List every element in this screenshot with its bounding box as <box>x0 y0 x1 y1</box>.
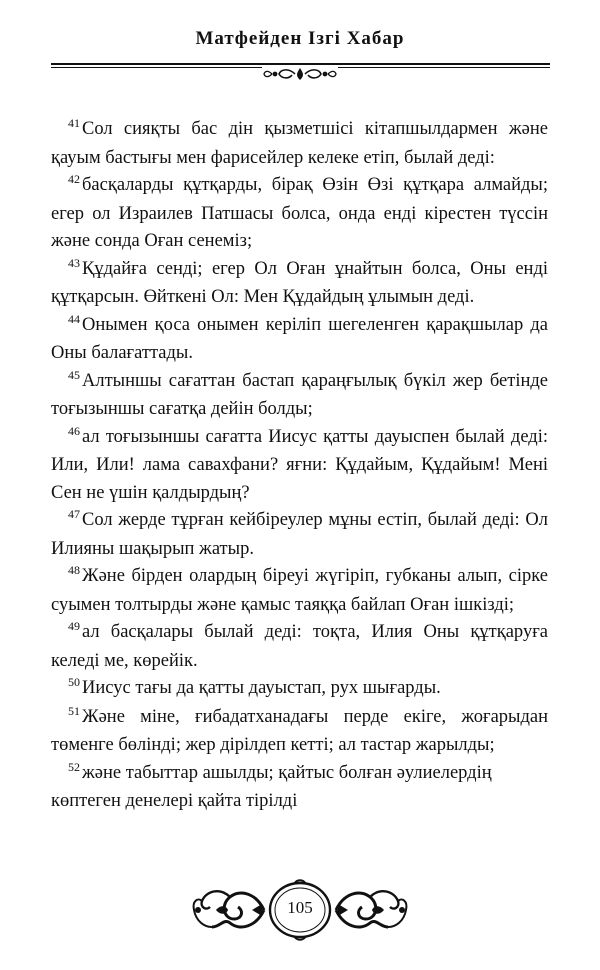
verse-text: Алтыншы сағаттан бастап қараңғылық бүкіл жер бетінде тоғызыншы сағатқа дейін болды; <box>51 370 548 419</box>
verse <box>51 563 548 619</box>
verse <box>51 760 548 816</box>
verse <box>51 312 548 368</box>
scripture-body <box>51 116 548 816</box>
verse <box>51 424 548 508</box>
verse-text: Иисус тағы да қатты дауыстап, рух шығарды. <box>82 678 441 698</box>
verse <box>51 675 548 704</box>
verse-number: 50 <box>68 675 80 689</box>
verse-number: 51 <box>68 703 80 718</box>
verse <box>51 704 548 760</box>
verse-number: 41 <box>68 116 80 130</box>
verse <box>51 368 548 424</box>
verse-number: 42 <box>68 172 80 186</box>
verse-number: 49 <box>68 619 80 633</box>
verse <box>51 619 548 675</box>
verse-text: Және бірден олардың біреуі жүгіріп, губканы алып, сірке суымен толтырды және қамыс таяққа байлап Оған ішкізді; <box>51 566 548 615</box>
verse <box>51 172 548 256</box>
running-header-title: Матфейден Ізгі Хабар <box>195 28 405 49</box>
page-number: 105 <box>287 898 313 917</box>
verse <box>51 116 548 172</box>
verse <box>51 256 548 312</box>
verse-text: Онымен қоса онымен керіліп шегеленген қарақшылар да Оны балағаттады. <box>51 314 548 363</box>
verse-text: Сол жерде тұрған кейбіреулер мұны естіп, былай деді: Ол Илияны шақырып жатыр. <box>51 510 548 559</box>
verse-text: ал тоғызыншы сағатта Иисус қатты дауыспен былай деді: Или, Или! лама савахфани? яғни: Құдайым, Құдайым! Мені Сен не үшін қалдырдың? <box>51 426 548 503</box>
verse-number: 48 <box>68 563 80 577</box>
verse-text: ал басқалары былай деді: тоқта, Илия Оны құтқаруға келеді ме, көрейік. <box>51 622 548 671</box>
verse-text: басқаларды құтқарды, бірақ Өзін Өзі құтқара алмайды; егер ол Израилев Патшасы болса, онда енді кірестен түссін және сонда Оған сенеміз; <box>51 175 548 251</box>
verse <box>51 507 548 563</box>
verse-number: 47 <box>68 507 80 521</box>
verse-number: 46 <box>68 423 80 438</box>
verse-number: 45 <box>68 367 80 382</box>
header-ornament-icon <box>262 66 338 82</box>
verse-text: Сол сияқты бас дін қызметшісі кітапшылдармен және қауым бастығы мен фарисейлер келеке етіп, былай деді: <box>51 119 548 168</box>
verse-text: және табыттар ашылды; қайтыс болған әулиелердің көптеген денелері қайта тірілді <box>51 762 492 811</box>
verse-number: 44 <box>68 311 80 326</box>
verse-text: Және міне, ғибадатханадағы перде екіге, жоғарыдан төменге бөлінді; жер дірілдеп кетті; ал тастар жарылды; <box>51 706 548 755</box>
verse-number: 52 <box>68 759 80 774</box>
verse-text: Құдайға сенді; егер Ол Оған ұнайтын болса, Оны енді құтқарсын. Өйткені Ол: Мен Құдайдың ұлымын деді. <box>51 258 548 307</box>
verse-number: 43 <box>68 255 80 270</box>
header-rule-thick <box>51 63 550 65</box>
